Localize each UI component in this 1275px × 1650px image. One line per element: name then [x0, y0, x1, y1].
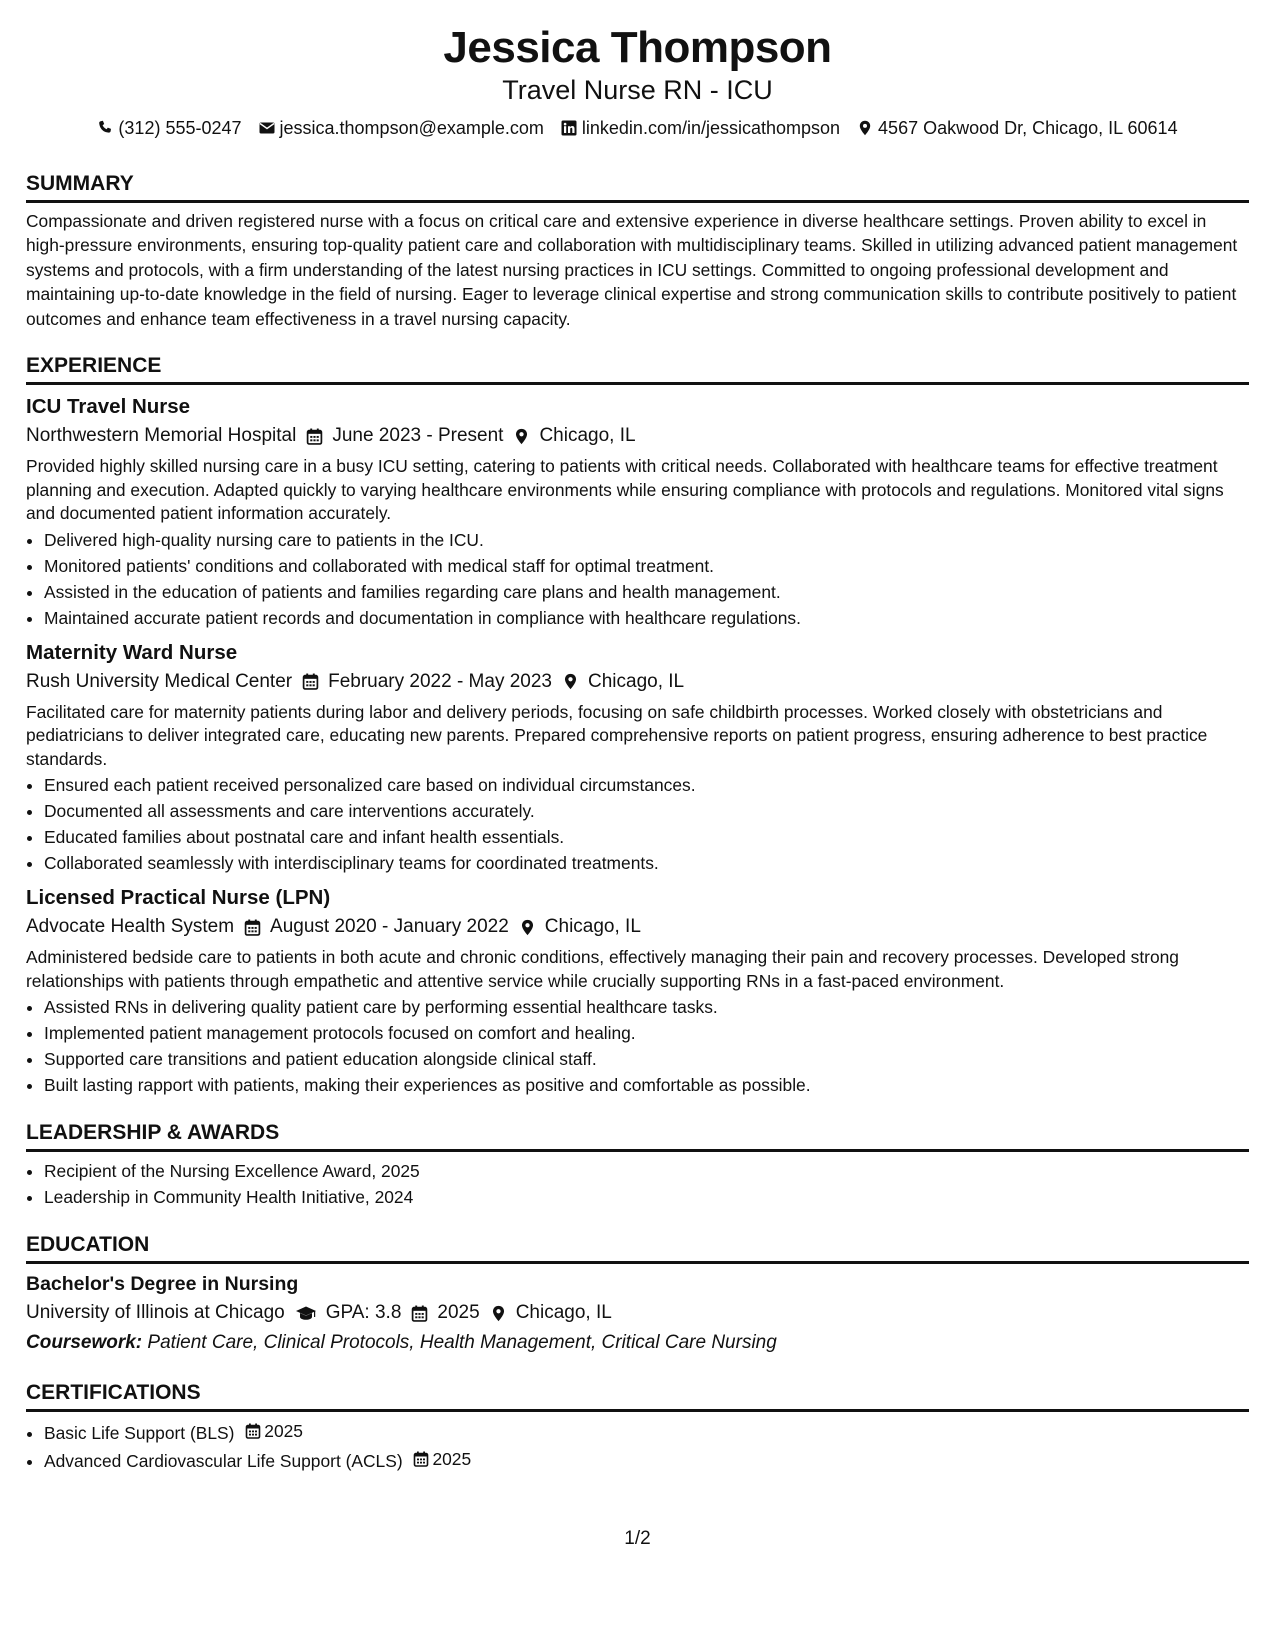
job-entry	[26, 393, 1249, 631]
list-item: • Collaborated seamlessly with interdisciplinary teams for coordinated treatments.	[44, 850, 1249, 876]
school-name: University of Illinois at Chicago	[26, 1302, 285, 1324]
calendar-icon	[244, 919, 261, 936]
job-dates-text: June 2023 - Present	[332, 425, 504, 447]
certification-date	[245, 1418, 303, 1444]
education-location	[490, 1298, 612, 1328]
employer: Advocate Health System	[26, 916, 235, 938]
job-description: Facilitated care for maternity patients during labor and delivery periods, focusing on safe childbirth processes. Worked closely with obstetricians and pediatricians to deliver integrated care, educating new parents. Prepared comprehensive reports on patient progress, ensuring adherence to best practice standards.	[26, 701, 1208, 769]
job-description: Administered bedside care to patients in both acute and chronic conditions, effectively managing their pain and recovery processes. Developed strong relationships with patients through empathetic and attentive service while crucially supporting RNs in a fast-paced environment.	[26, 947, 1179, 991]
list-item: • Educated families about postnatal care and infant health essentials.	[44, 824, 1249, 850]
awards-list	[26, 1158, 1249, 1210]
employer: Rush University Medical Center	[26, 670, 293, 692]
contact-email[interactable]	[259, 116, 544, 140]
job-location-text: Chicago, IL	[539, 425, 636, 447]
graduation-cap-icon	[295, 1305, 317, 1322]
job-entry	[26, 884, 1249, 1098]
job-title: Licensed Practical Nurse (LPN)	[26, 886, 331, 910]
list-item: • Recipient of the Nursing Excellence Award, 2025	[44, 1158, 1249, 1184]
gpa-text: GPA: 3.8	[325, 1302, 402, 1324]
list-item: • Leadership in Community Health Initiative, 2024	[44, 1184, 1249, 1210]
coursework	[26, 1328, 1249, 1358]
experience-section	[26, 353, 1249, 1098]
map-pin-icon	[490, 1305, 507, 1322]
contact-phone[interactable]	[97, 116, 241, 140]
address-text: 4567 Oakwood Dr, Chicago, IL 60614	[878, 118, 1178, 138]
certification-date	[413, 1446, 471, 1472]
map-pin-icon	[519, 919, 536, 936]
calendar-icon	[306, 428, 323, 445]
phone-text: (312) 555-0247	[118, 118, 242, 138]
certification-name: Advanced Cardiovascular Life Support (ACLS)	[44, 1451, 403, 1472]
job-dates	[306, 421, 503, 451]
list-item: • Assisted in the education of patients and families regarding care plans and health management.	[44, 579, 1249, 605]
job-dates-text: August 2020 - January 2022	[270, 916, 509, 938]
calendar-icon	[245, 1423, 261, 1439]
job-meta	[26, 421, 1249, 451]
list-item: • Supported care transitions and patient education alongside clinical staff.	[44, 1046, 1249, 1072]
job-title: Maternity Ward Nurse	[26, 640, 238, 664]
calendar-icon	[413, 1451, 429, 1467]
list-item: • Delivered high-quality nursing care to patients in the ICU.	[44, 527, 1249, 553]
list-item	[44, 1446, 1249, 1474]
phone-icon	[97, 120, 113, 136]
certification-name: Basic Life Support (BLS)	[44, 1423, 235, 1444]
awards-section	[26, 1120, 1249, 1210]
certifications-section	[26, 1380, 1249, 1474]
job-location	[519, 912, 641, 942]
list-item: • Assisted RNs in delivering quality patient care by performing essential healthcare tasks.	[44, 994, 1249, 1020]
calendar-icon	[302, 673, 319, 690]
list-item: • Maintained accurate patient records and documentation in compliance with healthcare regulations.	[44, 605, 1249, 631]
candidate-title: Travel Nurse RN - ICU	[502, 75, 773, 105]
list-item: • Built lasting rapport with patients, making their experiences as positive and comfortable as possible.	[44, 1072, 1249, 1098]
job-entry	[26, 639, 1249, 877]
job-meta	[26, 912, 1249, 942]
education-location-text: Chicago, IL	[515, 1302, 612, 1324]
job-location-text: Chicago, IL	[588, 670, 685, 692]
gpa	[295, 1298, 402, 1328]
graduation-year-text: 2025	[437, 1302, 480, 1324]
summary-section	[26, 171, 1249, 331]
certification-year: 2025	[264, 1421, 303, 1442]
degree-title: Bachelor's Degree in Nursing	[26, 1273, 299, 1296]
resume-page	[26, 22, 1249, 1474]
section-heading: EDUCATION	[26, 1232, 1249, 1264]
list-item: • Implemented patient management protocols focused on comfort and healing.	[44, 1020, 1249, 1046]
job-dates	[244, 912, 509, 942]
candidate-name: Jessica Thompson	[443, 23, 832, 72]
section-heading: EXPERIENCE	[26, 353, 1249, 385]
summary-text: Compassionate and driven registered nurse with a focus on critical care and extensive experience in diverse healthcare settings. Proven ability to excel in high-pressure environments, ensuring top-quality patient care and collaboration with multidisciplinary teams. Skilled in utilizing advanced patient management systems and protocols, with a firm understanding of the latest nursing practices in ICU settings. Committed to ongoing professional development and maintaining up-to-date knowledge in the field of nursing. Eager to leverage clinical expertise and strong communication skills to contribute positively to patient outcomes and enhance team effectiveness in a travel nursing capacity.	[26, 211, 1238, 329]
graduation-year	[411, 1298, 479, 1328]
job-location	[562, 667, 684, 697]
job-meta	[26, 667, 1249, 697]
coursework-text: Patient Care, Clinical Protocols, Health Management, Critical Care Nursing	[147, 1332, 777, 1354]
job-bullets	[26, 994, 1249, 1098]
envelope-icon	[259, 120, 275, 136]
page-number: 1/2	[624, 1528, 651, 1549]
contact-linkedin[interactable]	[561, 116, 840, 140]
email-text: jessica.thompson@example.com	[279, 118, 544, 138]
list-item: • Ensured each patient received personalized care based on individual circumstances.	[44, 772, 1249, 798]
job-description: Provided highly skilled nursing care in a busy ICU setting, catering to patients with critical needs. Collaborated with healthcare teams for effective treatment planning and execution. Adapted quickly to varying healthcare environments while ensuring compliance with protocols and regulations. Monitored vital signs and documented patient information accurately.	[26, 456, 1224, 524]
education-section	[26, 1232, 1249, 1358]
employer: Northwestern Memorial Hospital	[26, 425, 297, 447]
job-dates-text: February 2022 - May 2023	[328, 670, 552, 692]
certifications-list	[26, 1418, 1249, 1474]
map-pin-icon	[857, 120, 873, 136]
list-item: • Documented all assessments and care interventions accurately.	[44, 798, 1249, 824]
certification-year: 2025	[432, 1449, 472, 1470]
job-bullets	[26, 527, 1249, 631]
contact-address	[857, 116, 1178, 140]
section-heading: CERTIFICATIONS	[26, 1380, 1249, 1412]
section-heading: LEADERSHIP & AWARDS	[26, 1120, 1249, 1152]
contact-bar	[26, 116, 1249, 140]
linkedin-text: linkedin.com/in/jessicathompson	[581, 118, 841, 138]
job-dates	[302, 667, 552, 697]
map-pin-icon	[513, 428, 530, 445]
job-location-text: Chicago, IL	[544, 916, 641, 938]
list-item	[44, 1418, 1249, 1446]
section-heading: SUMMARY	[26, 171, 1249, 203]
job-title: ICU Travel Nurse	[26, 395, 191, 419]
list-item: • Monitored patients' conditions and collaborated with medical staff for optimal treatment.	[44, 553, 1249, 579]
coursework-label: Coursework:	[26, 1332, 143, 1354]
map-pin-icon	[562, 673, 579, 690]
education-meta	[26, 1298, 1249, 1328]
linkedin-icon	[561, 120, 577, 136]
job-location	[513, 421, 635, 451]
calendar-icon	[411, 1305, 428, 1322]
job-bullets	[26, 772, 1249, 876]
